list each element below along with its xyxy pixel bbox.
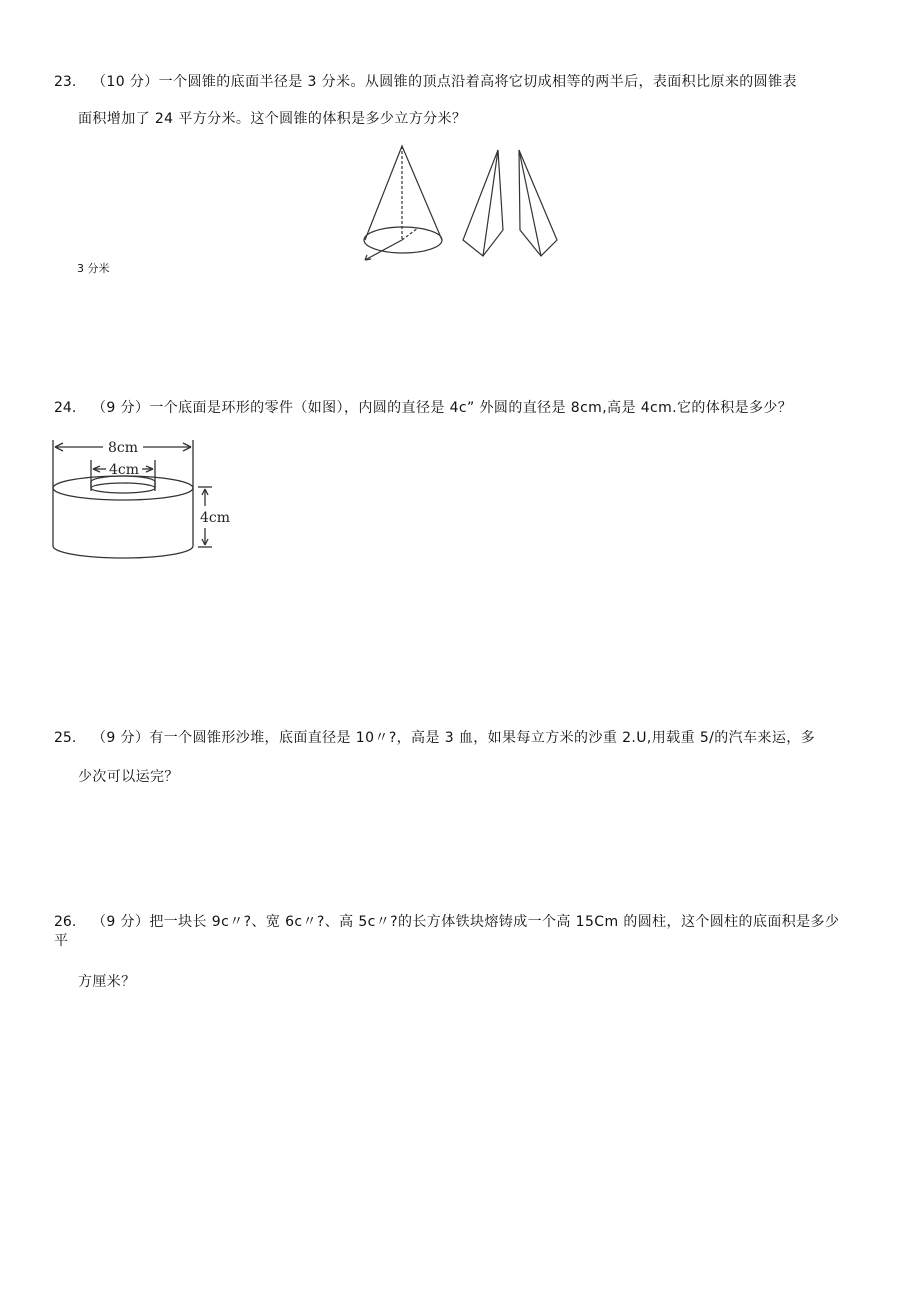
whole-cone (364, 146, 442, 260)
ring-cylinder-figure (48, 436, 248, 566)
cone-figure (355, 140, 565, 270)
question-number: 24. (54, 400, 77, 416)
question-text-line-1: （9 分）把一块长 9c〃?、宽 6c〃?、高 5c〃?的长方体铁块熔铸成一个高 15Cm 的圆柱，这个圆柱的底面积是多少 (92, 914, 840, 930)
question-text-wrap: 平 (54, 933, 69, 949)
question-number: 26. (54, 914, 77, 930)
question-text-line-2: 方厘米？ (78, 974, 136, 990)
question-text-line-1: （9 分）一个底面是环形的零件（如图），内圆的直径是 4c” 外圆的直径是 8cm,高是 4cm.它的体积是多少？ (92, 400, 793, 416)
question-text-line-2: 少次可以运完？ (78, 769, 179, 785)
question-text-line-2: 面积增加了 24 平方分米。这个圆锥的体积是多少立方分米？ (78, 111, 467, 127)
figure-label-radius: 3 分米 (77, 262, 110, 275)
question-text-line-1: （10 分）一个圆锥的底面半径是 3 分米。从圆锥的顶点沿着高将它切成相等的两半后，表面积比原来的圆锥表 (92, 74, 797, 90)
question-number: 23. (54, 74, 77, 90)
question-number: 25. (54, 730, 77, 746)
inner-diameter-label: 4cm (108, 462, 140, 478)
outer-diameter-label: 8cm (107, 440, 139, 456)
cone-half-right (519, 150, 557, 256)
cone-half-left (463, 150, 503, 256)
question-text-line-1: （9 分）有一个圆锥形沙堆，底面直径是 10〃?，高是 3 血，如果每立方米的沙重 2.U,用载重 5/的汽车来运，多 (92, 730, 816, 746)
height-label: 4cm (200, 510, 231, 526)
